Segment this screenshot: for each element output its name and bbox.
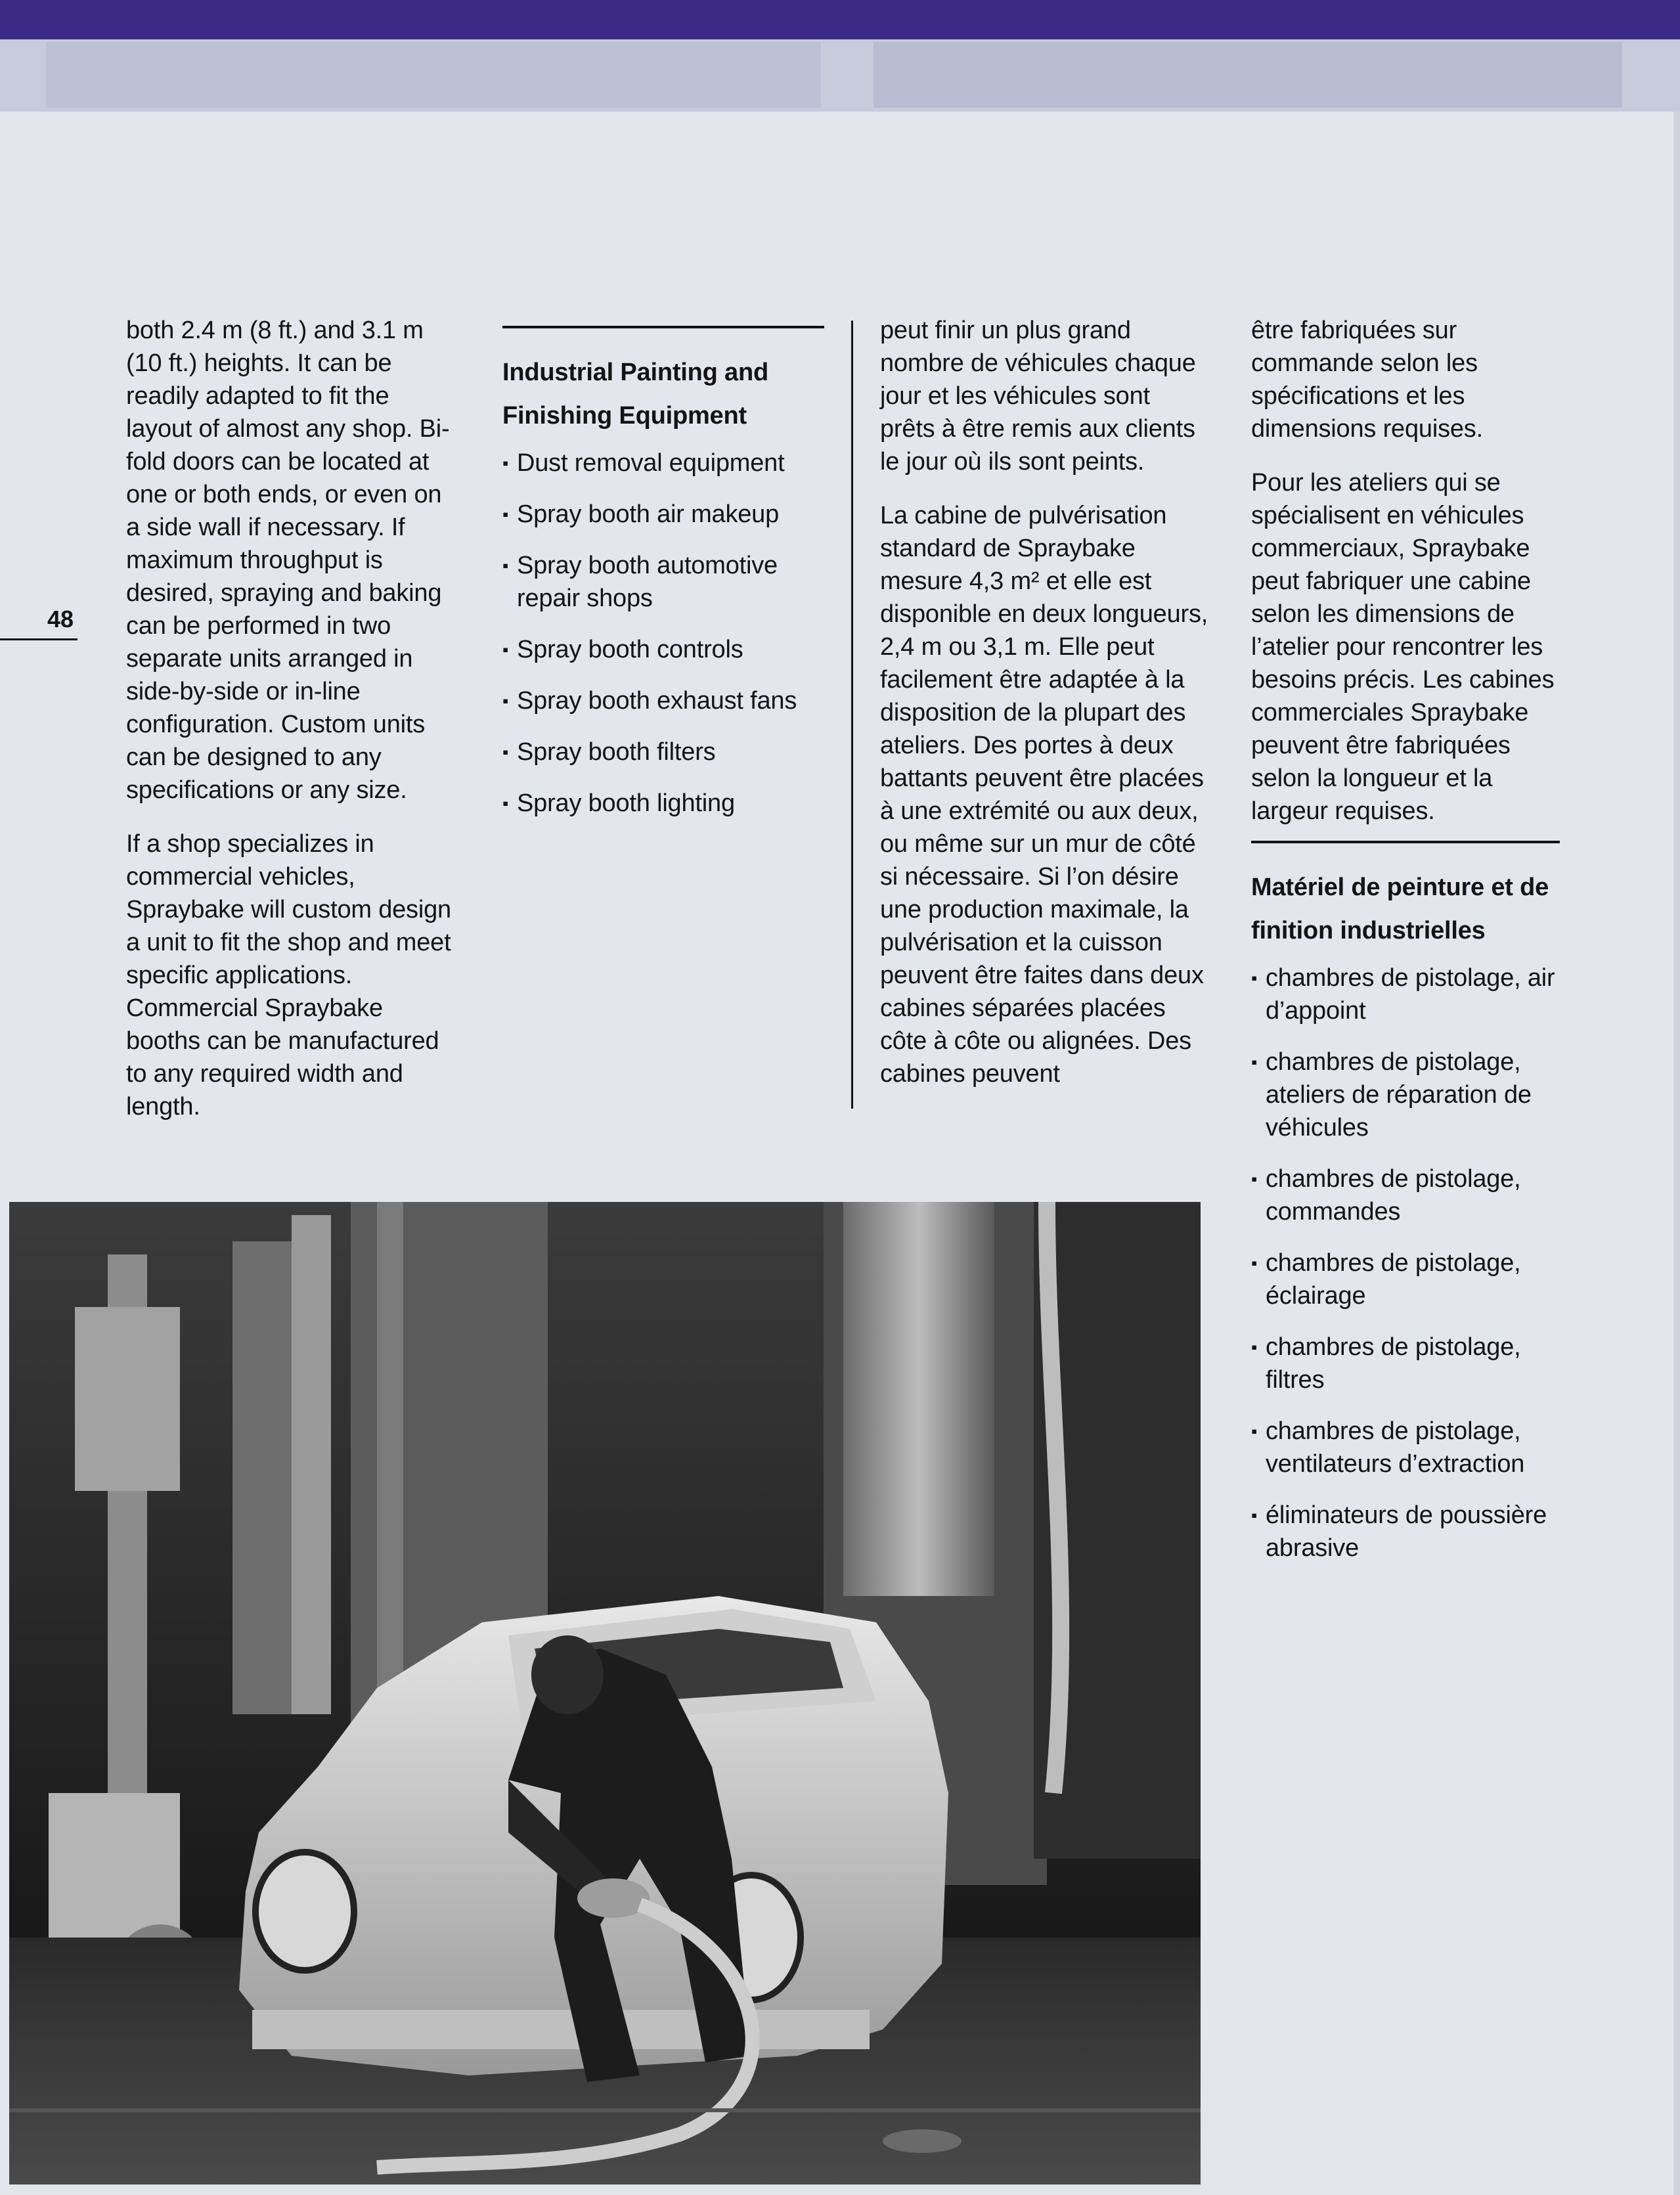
page-number: 48: [47, 606, 74, 632]
list-item: ▪ Spray booth filters: [502, 736, 831, 768]
top-accent-bar: [0, 0, 1680, 39]
list-item: ▪ Spray booth automotive repair shops: [502, 549, 831, 615]
section-rule: [1251, 841, 1560, 843]
section-rule: [502, 326, 824, 328]
column-english-list: [502, 314, 831, 838]
list-item: ▪ Spray booth air makeup: [502, 498, 831, 531]
paragraph: être fabriquées sur commande selon les spécifications et les dimensions requises.: [1251, 317, 1483, 443]
page-number-rule: [0, 638, 77, 640]
paragraph: both 2.4 m (8 ft.) and 3.1 m (10 ft.) heights. It can be readily adapted to fit the layout of almost any shop. Bi-fold doors can be located at one or both ends, or even on a side wall if necessary. If maximum throughput is desired, spraying and baking can be performed in two separate units arranged in side-by-side or in-line configuration. Custom units can be designed to any specifications or any size.: [126, 317, 450, 804]
list-item: ▪ Dust removal equipment: [502, 447, 831, 479]
equipment-list: [502, 447, 831, 820]
spray-booth-photo: [9, 1202, 1201, 2184]
list-item: ▪ éliminateurs de poussière abrasive: [1251, 1499, 1566, 1564]
list-item: ▪ chambres de pistolage, ventilateurs d’extraction: [1251, 1415, 1566, 1480]
list-item: ▪ Spray booth exhaust fans: [502, 684, 831, 717]
list-item: ▪ Spray booth controls: [502, 633, 831, 666]
bleed-through-banner-right: [873, 42, 1622, 108]
section-heading: Matériel de peinture et de finition industrielles: [1251, 874, 1549, 944]
list-item: ▪ chambres de pistolage, commandes: [1251, 1163, 1566, 1228]
paragraph: La cabine de pulvérisation standard de Spraybake mesure 4,3 m² et elle est disponible en deux longueurs, 2,4 m ou 3,1 m. Elle peut facilement être adaptée à la disposition de la plupart des ateliers. Des portes à deux battants peuvent être placées à une extrémité ou aux deux, ou même sur un mur de côté si nécessaire. Si l’on désire une production maximale, la pulvérisation et la cuisson peuvent être faites dans deux cabines séparées placées côte à côte ou alignées. Des cabines peuvent: [880, 502, 1208, 1088]
paragraph: peut finir un plus grand nombre de véhicules chaque jour et les véhicules sont prêts à être remis aux clients le jour où ils sont peints.: [880, 317, 1196, 476]
paragraph: If a shop specializes in commercial vehicles, Spraybake will custom design a unit to fit the shop and meet specific applications. Commercial Spraybake booths can be manufactured to any required width and length.: [126, 830, 451, 1120]
paragraph: Pour les ateliers qui se spécialisent en véhicules commerciaux, Spraybake peut fabriquer une cabine selon les dimensions de l’atelier pour rencontrer les besoins précis. Les cabines commerciales Spraybake peuvent être fabriquées selon la longueur et la largeur requises.: [1251, 469, 1555, 825]
list-item: ▪ chambres de pistolage, éclairage: [1251, 1247, 1566, 1312]
list-item: ▪ Spray booth lighting: [502, 787, 831, 820]
page-edge: [1673, 112, 1680, 2195]
column-french-list: [1251, 314, 1566, 1583]
column-french-body: [880, 314, 1208, 1111]
photo-illustration: [9, 1202, 1201, 2184]
list-item: ▪ chambres de pistolage, filtres: [1251, 1331, 1566, 1396]
bleed-through-banner-left: [46, 42, 821, 108]
list-item: ▪ chambres de pistolage, ateliers de réparation de véhicules: [1251, 1046, 1566, 1144]
section-heading: Industrial Painting and Finishing Equipment: [502, 359, 768, 430]
column-english-body: [126, 314, 454, 1144]
column-divider: [851, 321, 853, 1109]
equipment-list-french: [1251, 962, 1566, 1564]
list-item: ▪ chambres de pistolage, air d’appoint: [1251, 962, 1566, 1027]
